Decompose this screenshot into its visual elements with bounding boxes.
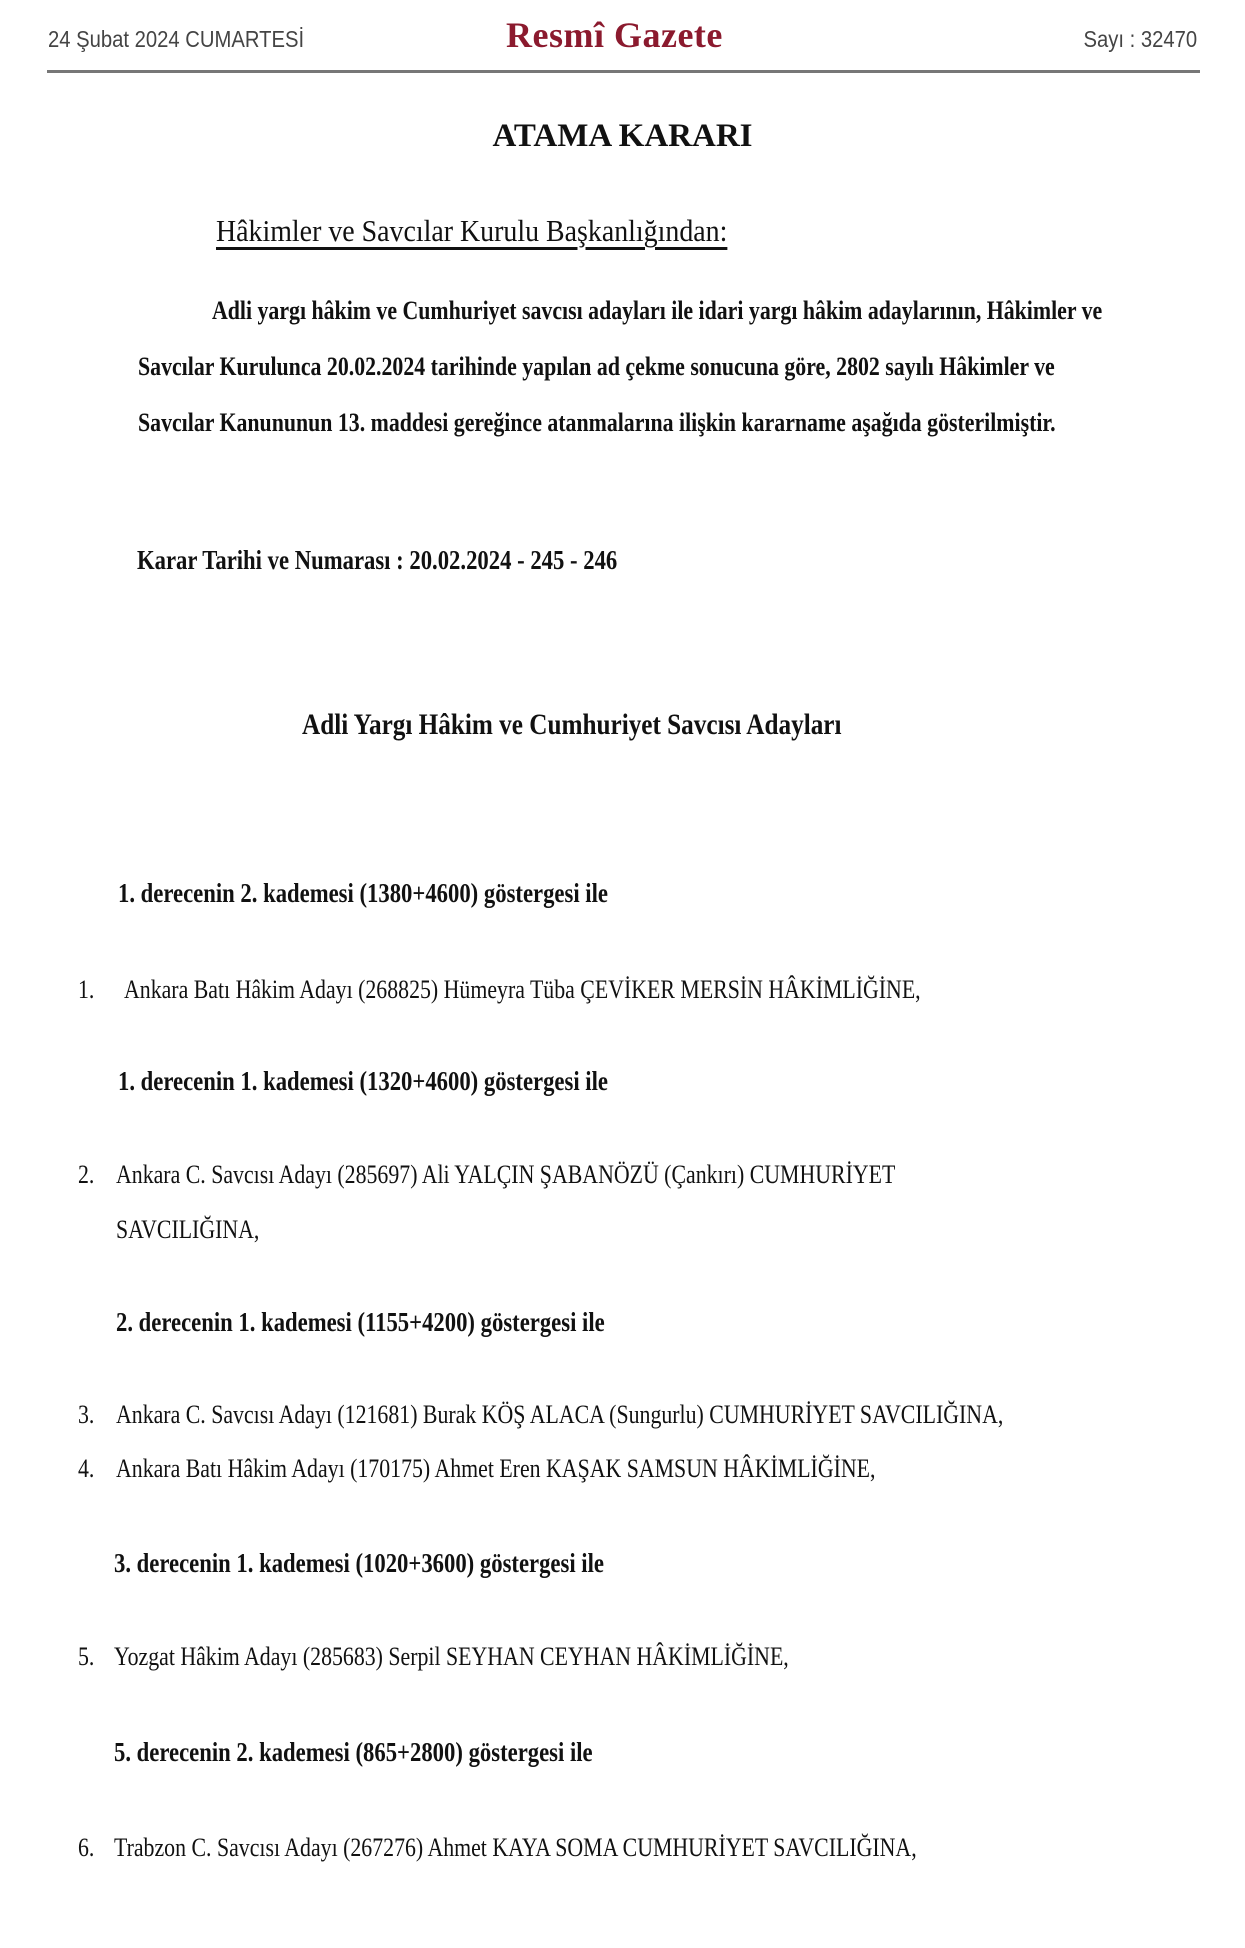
appointment-entry: Trabzon C. Savcısı Adayı (267276) Ahmet KAYA SOMA CUMHURİYET SAVCILIĞINA, — [114, 1833, 917, 1862]
entry-number: 4. — [78, 1454, 95, 1483]
issue-number: Sayı : 32470 — [1083, 26, 1197, 52]
gazette-title: Resmî Gazete — [506, 15, 723, 55]
grade-heading: 1. derecenin 2. kademesi (1380+4600) göstergesi ile — [118, 878, 608, 908]
entry-number: 6. — [78, 1833, 95, 1862]
grade-heading: 1. derecenin 1. kademesi (1320+4600) göstergesi ile — [118, 1066, 608, 1096]
grade-heading: 2. derecenin 1. kademesi (1155+4200) göstergesi ile — [116, 1307, 605, 1337]
issuer-heading: Hâkimler ve Savcılar Kurulu Başkanlığından: — [216, 213, 728, 248]
appointment-entry: Ankara C. Savcısı Adayı (121681) Burak KÖŞ ALACA (Sungurlu) CUMHURİYET SAVCILIĞINA, — [116, 1400, 1004, 1429]
appointment-entry-continued: SAVCILIĞINA, — [116, 1215, 260, 1244]
entry-number: 5. — [78, 1642, 95, 1671]
section-title: Adli Yargı Hâkim ve Cumhuriyet Savcısı Adayları — [302, 708, 842, 741]
appointment-entry: Yozgat Hâkim Adayı (285683) Serpil SEYHAN CEYHAN HÂKİMLİĞİNE, — [114, 1642, 789, 1671]
decision-date-number: Karar Tarihi ve Numarası : 20.02.2024 - 245 - 246 — [137, 545, 618, 575]
intro-line-3: Savcılar Kanununun 13. maddesi gereğince atanmalarına ilişkin kararname aşağıda gösterilmiştir. — [138, 408, 1056, 437]
entry-number: 2. — [78, 1160, 95, 1189]
intro-line-1: Adli yargı hâkim ve Cumhuriyet savcısı adayları ile idari yargı hâkim adaylarının, Hâkimler ve — [212, 296, 1103, 325]
grade-heading: 3. derecenin 1. kademesi (1020+3600) göstergesi ile — [114, 1548, 604, 1578]
appointment-entry: Ankara Batı Hâkim Adayı (268825) Hümeyra Tüba ÇEVİKER MERSİN HÂKİMLİĞİNE, — [124, 975, 921, 1004]
appointment-entry: Ankara Batı Hâkim Adayı (170175) Ahmet Eren KAŞAK SAMSUN HÂKİMLİĞİNE, — [116, 1454, 876, 1483]
entry-number: 1. — [78, 975, 95, 1004]
entry-number: 3. — [78, 1400, 95, 1429]
intro-line-2: Savcılar Kurulunca 20.02.2024 tarihinde yapılan ad çekme sonucuna göre, 2802 sayılı Hâkimler ve — [138, 352, 1055, 381]
gazette-date: 24 Şubat 2024 CUMARTESİ — [48, 26, 305, 52]
header-divider — [47, 70, 1200, 73]
grade-heading: 5. derecenin 2. kademesi (865+2800) göstergesi ile — [114, 1737, 593, 1767]
appointment-entry: Ankara C. Savcısı Adayı (285697) Ali YALÇIN ŞABANÖZÜ (Çankırı) CUMHURİYET — [116, 1160, 896, 1189]
document-title: ATAMA KARARI — [492, 118, 753, 154]
